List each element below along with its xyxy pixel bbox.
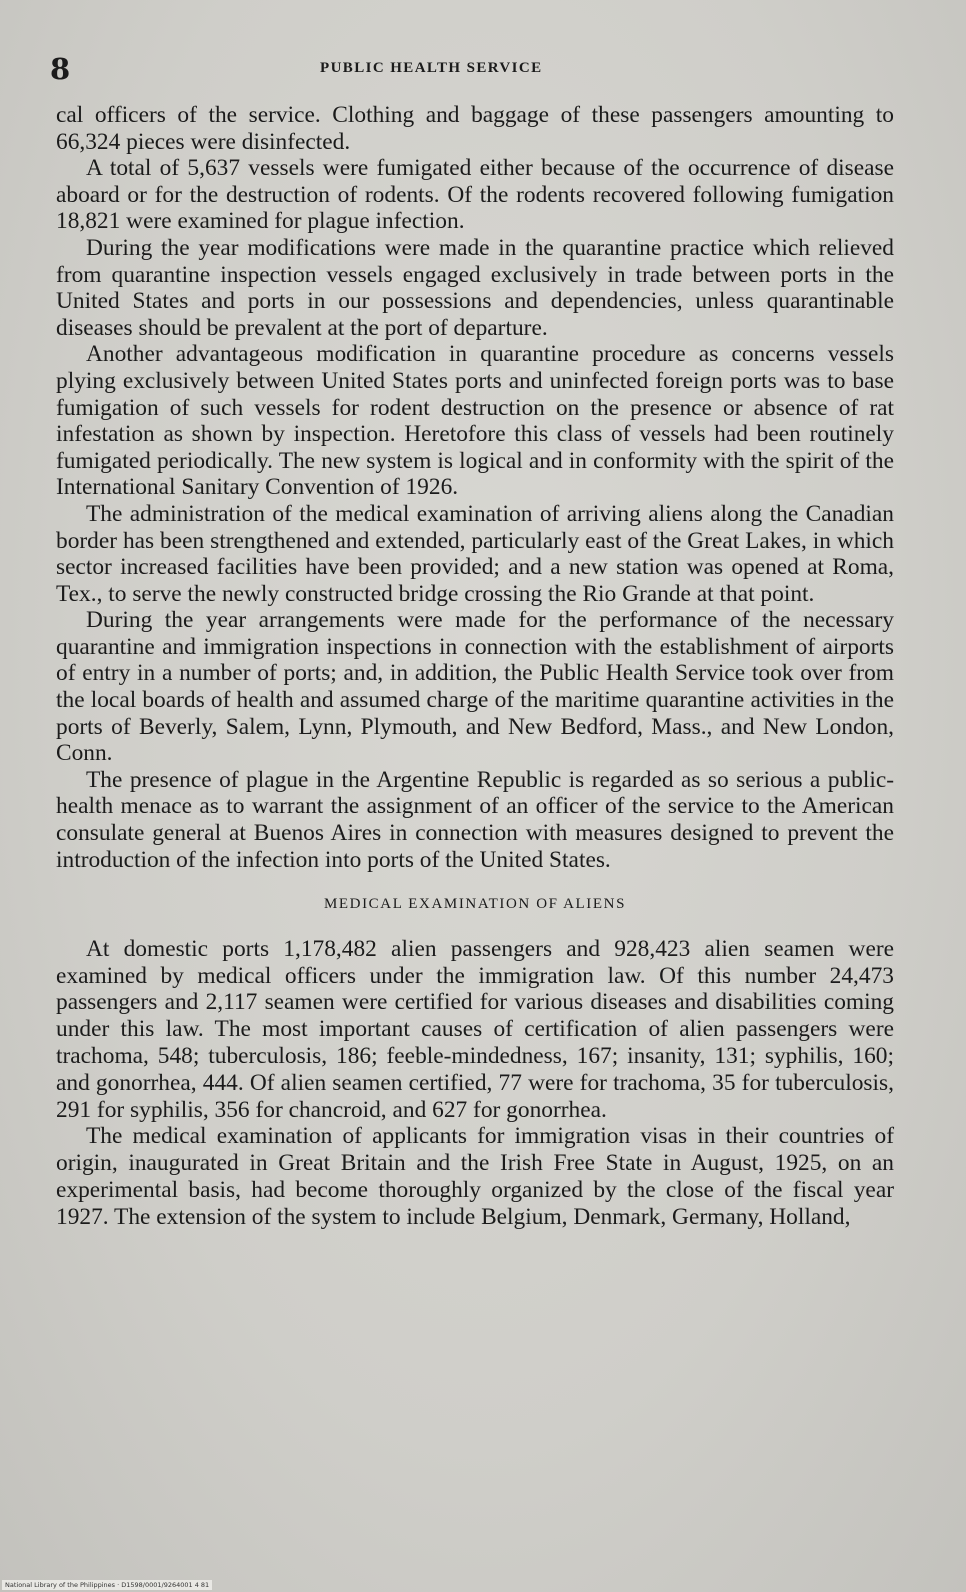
page-number: 8 <box>50 52 71 86</box>
paragraph-canadian-border: The administration of the medical examination of arriving aliens along the Canadian border has been strengthened and extended, particularly east of the Great Lakes, in which sector increased facilities have been provided; and a new station was opened at Roma, Tex., to serve the newly constructed bridge crossing the Rio Grande at that point. <box>56 500 894 607</box>
paragraph-visa-examination: The medical examination of applicants for immigration visas in their countries of origin, inaugurated in Great Britain and the Irish Free State in August, 1925, on an experimental basis, had become thoroughly organized by the close of the fiscal year 1927. The extension of the system to include Belgium, Denmark, Germany, Holland, <box>56 1123 894 1230</box>
body-text <box>56 102 894 1231</box>
running-head: PUBLIC HEALTH SERVICE <box>320 60 543 76</box>
paragraph-continuation: cal officers of the service. Clothing and baggage of these passengers amounting to 66,324 pieces were disinfected. <box>56 102 894 155</box>
paragraph-rodent-procedure: Another advantageous modification in quarantine procedure as concerns vessels plying exclusively between United States ports and uninfected foreign ports was to base fumigation of such vessels for rodent destruction on the presence or absence of rat infestation as shown by inspection. Heretofore this class of vessels had been routinely fumigated periodically. The new system is logical and in conformity with the spirit of the International Sanitary Convention of 1926. <box>56 341 894 501</box>
paragraph-argentine-plague: The presence of plague in the Argentine Republic is regarded as so serious a public-health menace as to warrant the assignment of an officer of the service to the American consulate general at Buenos Aires in connection with measures designed to prevent the introduction of the infection into ports of the United States. <box>56 766 894 873</box>
paragraph-fumigation: A total of 5,637 vessels were fumigated either because of the occurrence of disease aboard or for the destruction of rodents. Of the rodents recovered following fumigation 18,821 were examined for plague infection. <box>56 155 894 235</box>
page-header <box>50 52 910 92</box>
paragraph-modifications: During the year modifications were made in the quarantine practice which relieved from quarantine inspection vessels engaged exclusively in trade between ports in the United States and ports in our possessions and dependencies, unless quarantinable diseases should be prevalent at the port of departure. <box>56 234 894 341</box>
library-stamp: National Library of the Philippines · D1598/0001/9264001 4 81 <box>2 1580 212 1590</box>
section-heading: MEDICAL EXAMINATION OF ALIENS <box>323 896 627 913</box>
paragraph-domestic-ports: At domestic ports 1,178,482 alien passengers and 928,423 alien seamen were examined by medical officers under the immigration law. Of this number 24,473 passengers and 2,117 seamen were certified for various diseases and disabilities coming under this law. The most important causes of certification of alien passengers were trachoma, 548; tuberculosis, 186; feeble-mindedness, 167; insanity, 131; syphilis, 160; and gonorrhea, 444. Of alien seamen certified, 77 were for trachoma, 35 for tuberculosis, 291 for syphilis, 356 for chancroid, and 627 for gonorrhea. <box>56 935 894 1123</box>
paragraph-airports: During the year arrangements were made for the performance of the necessary quarantine and immigration inspections in connection with the establishment of airports of entry in a number of ports; and, in addition, the Public Health Service took over from the local boards of health and assumed charge of the maritime quarantine activities in the ports of Beverly, Salem, Lynn, Plymouth, and New Bedford, Mass., and New London, Conn. <box>56 607 894 767</box>
